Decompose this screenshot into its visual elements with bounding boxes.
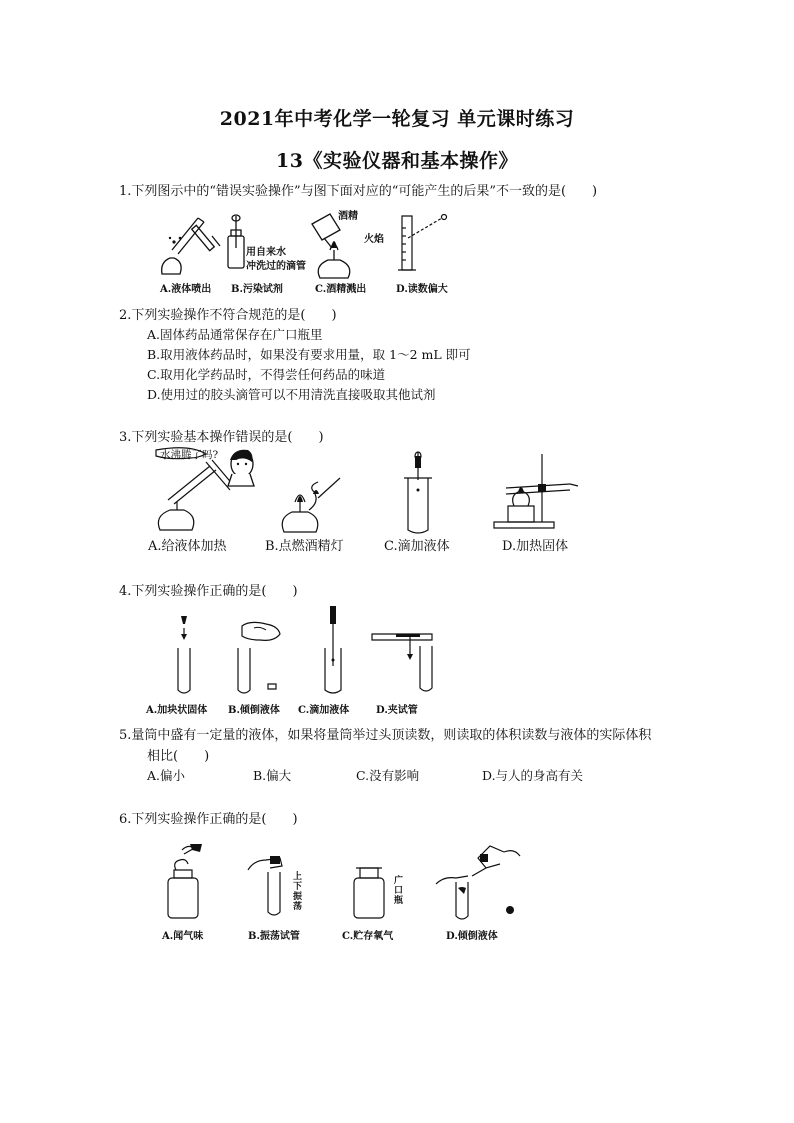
q4-figure-a	[170, 612, 200, 694]
q5-option-d: D.与人的身高有关	[482, 768, 584, 783]
q1-label-flame: 火焰	[364, 234, 384, 245]
q6-caption-c: C.贮存氧气	[342, 931, 394, 942]
q3-speech-bubble: 水沸腾了吗?	[160, 449, 219, 461]
q4-caption-c: C.滴加液体	[298, 705, 350, 716]
question-5-stem: 5.量筒中盛有一定量的液体，如果将量筒举过头顶读数，则读取的体积读数与液体的实际体积	[119, 728, 652, 743]
question-6-stem: 6.下列实验操作正确的是( )	[119, 812, 298, 827]
q4-caption-b: B.倾倒液体	[228, 705, 280, 716]
q3-caption-b: B.点燃酒精灯	[265, 539, 344, 554]
question-3-stem: 3.下列实验基本操作错误的是( )	[119, 430, 324, 445]
question-2-stem: 2.下列实验操作不符合规范的是( )	[119, 308, 337, 323]
q3-caption-a: A.给液体加热	[148, 539, 227, 554]
q6-figure-b	[246, 852, 290, 920]
q3-figure-a	[150, 446, 260, 532]
q2-option-c: C.取用化学药品时，不得尝任何药品的味道	[147, 367, 386, 382]
q4-figure-b	[230, 618, 286, 694]
q4-figure-c	[318, 604, 348, 694]
q1-label-tap-water: 用自来水	[246, 247, 286, 258]
q1-label-alcohol: 酒精	[338, 211, 358, 222]
q2-option-d: D.使用过的胶头滴管可以不用清洗直接吸取其他试剂	[147, 387, 436, 402]
q6-figure-d	[434, 842, 524, 922]
q1-caption-d: D.读数偏大	[396, 284, 448, 295]
q4-caption-a: A.加块状固体	[146, 705, 208, 716]
q6-label-wide-mouth-bottle: 广口瓶	[394, 876, 404, 906]
q1-figure-a	[158, 212, 223, 280]
q3-figure-d	[492, 450, 582, 530]
q2-option-b: B.取用液体药品时，如果没有要求用量，取 1～2 mL 即可	[147, 347, 471, 362]
q6-caption-a: A.闻气味	[162, 931, 204, 942]
q6-caption-b: B.振荡试管	[248, 931, 300, 942]
q1-caption-b: B.污染试剂	[231, 284, 283, 295]
q6-caption-d: D.倾倒液体	[446, 931, 498, 942]
q4-caption-d: D.夹试管	[376, 705, 418, 716]
q3-caption-c: C.滴加液体	[384, 539, 450, 554]
q5-option-a: A.偏小	[147, 768, 186, 783]
q5-option-b: B.偏大	[253, 768, 292, 783]
question-4-stem: 4.下列实验操作正确的是( )	[119, 584, 298, 599]
q1-caption-a: A.液体喷出	[160, 284, 212, 295]
question-5-stem-continued: 相比( )	[147, 749, 210, 764]
q1-label-rinsed-dropper: 冲洗过的滴管	[246, 261, 306, 272]
page-subtitle: 13《实验仪器和基本操作》	[276, 150, 518, 172]
q1-caption-c: C.酒精溅出	[315, 284, 367, 295]
page-title: 2021年中考化学一轮复习 单元课时练习	[219, 108, 575, 130]
q6-label-shake: 上下振荡	[293, 872, 303, 912]
question-1-stem: 1.下列图示中的“错误实验操作”与图下面对应的“可能产生的后果”不一致的是( )	[119, 184, 598, 199]
q6-figure-c	[350, 862, 390, 920]
q1-figure-d	[396, 210, 452, 276]
q3-figure-b	[278, 474, 342, 534]
q2-option-a: A.固体药品通常保存在广口瓶里	[147, 327, 323, 342]
q5-option-c: C.没有影响	[356, 768, 420, 783]
q3-figure-c	[398, 450, 438, 534]
q6-figure-a	[162, 842, 212, 920]
q3-caption-d: D.加热固体	[502, 539, 569, 554]
q4-figure-d	[370, 630, 436, 694]
